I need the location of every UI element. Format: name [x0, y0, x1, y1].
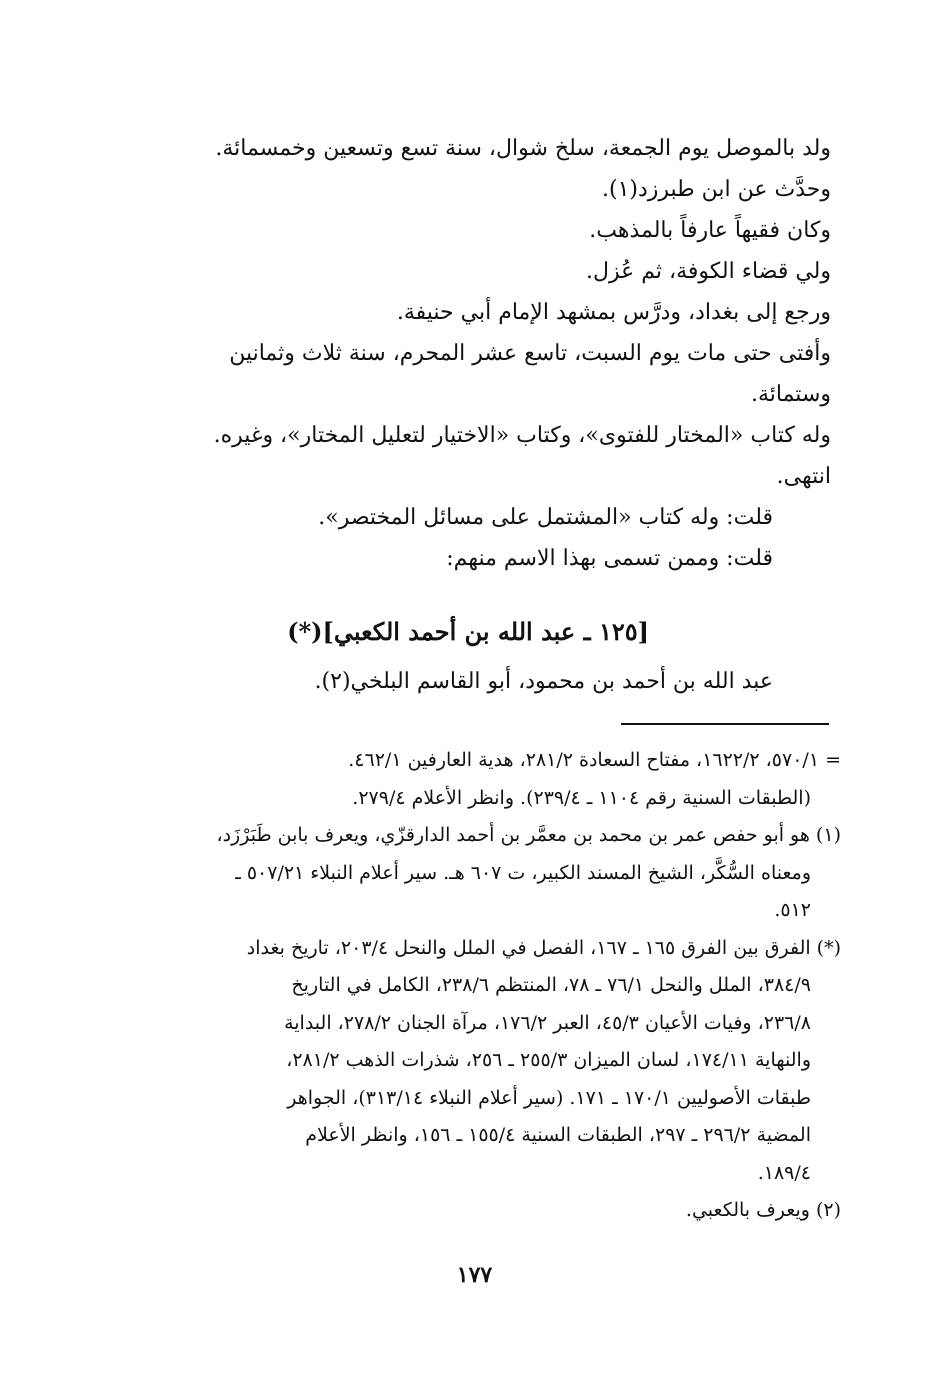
footnote-divider	[621, 723, 829, 725]
entry-text: عبد الله بن أحمد بن محمود، أبو القاسم البلخي(٢).	[314, 669, 773, 694]
text-line: وأفتى حتى مات يوم السبت، تاسع عشر المحرم، سنة ثلاث وثمانين	[229, 341, 831, 366]
text-line-note: قلت: وله كتاب «المشتمل على مسائل المختصر».	[318, 505, 773, 530]
footnote-line: ٣٨٤/٩، الملل والنحل ٧٦/١ ـ ٧٨، المنتظم ٢٣٨/٦، الكامل في التاريخ	[291, 974, 811, 996]
footnote-line: ومعناه السُّكَّر، الشيخ المسند الكبير، ت ٦٠٧ هـ. سير أعلام النبلاء ٥٠٧/٢١ ـ	[235, 861, 811, 884]
text-line: وحدَّث عن ابن طبرزد(١).	[601, 177, 831, 202]
text-line: وكان فقيهاً عارفاً بالمذهب.	[589, 218, 831, 243]
text-line: وله كتاب «المختار للفتوى»، وكتاب «الاختيار لتعليل المختار»، وغيره.	[213, 423, 831, 448]
footnote-line: (*) الفرق بين الفرق ١٦٥ ـ ١٦٧، الفصل في الملل والنحل ٢٠٣/٤، تاريخ بغداد	[246, 936, 841, 959]
page-number: ١٧٧	[456, 1262, 493, 1288]
text-line: ولي قضاء الكوفة، ثم عُزل.	[585, 259, 831, 284]
footnote-line: (الطبقات السنية رقم ١١٠٤ ـ ٢٣٩/٤). وانظر الأعلام ٢٧٩/٤.	[352, 786, 811, 809]
footnote-line: ٥١٢.	[774, 899, 811, 921]
entry-heading: [١٢٥ ـ عبد الله بن أحمد الكعبي](*)	[287, 617, 649, 646]
footnote-line: ٢٣٦/٨، وفيات الأعيان ٤٥/٣، العبر ١٧٦/٢، مرآة الجنان ٢٧٨/٢، البداية	[284, 1011, 811, 1034]
text-line: ورجع إلى بغداد، ودرَّس بمشهد الإمام أبي حنيفة.	[396, 300, 831, 325]
footnote-line: والنهاية ١٧٤/١١، لسان الميزان ٢٥٥/٣ ـ ٢٥٦، شذرات الذهب ٢٨١/٢،	[286, 1049, 811, 1071]
footnote-line: المضية ٢٩٦/٢ ـ ٢٩٧، الطبقات السنية ١٥٥/٤ ـ ١٥٦، وانظر الأعلام	[305, 1124, 811, 1146]
footnote-line: = ٥٧٠/١، ١٦٢٢/٢، مفتاح السعادة ٢٨١/٢، هدية العارفين ٤٦٢/١.	[348, 749, 841, 771]
text-line-continuation: انتهى.	[776, 464, 831, 489]
footnote-line: (١) هو أبو حفص عمر بن محمد بن معمَّر بن أحمد الدارقزّي، ويعرف بابن طَبَرْزَد،	[216, 824, 841, 846]
footnote-line: طبقات الأصوليين ١٧٠/١ ـ ١٧١. (سير أعلام النبلاء ٣١٣/١٤)، الجواهر	[287, 1086, 811, 1109]
footnote-line: ١٨٩/٤.	[757, 1161, 811, 1184]
text-line-continuation: وستمائة.	[750, 382, 831, 407]
text-line: ولد بالموصل يوم الجمعة، سلخ شوال، سنة تسع وتسعين وخمسمائة.	[215, 136, 831, 161]
main-text	[106, 128, 831, 579]
footnote-line: (٢) ويعرف بالكعبي.	[685, 1199, 841, 1221]
footnotes	[106, 742, 841, 1230]
text-line-note: قلت: وممن تسمى بهذا الاسم منهم:	[446, 546, 773, 571]
